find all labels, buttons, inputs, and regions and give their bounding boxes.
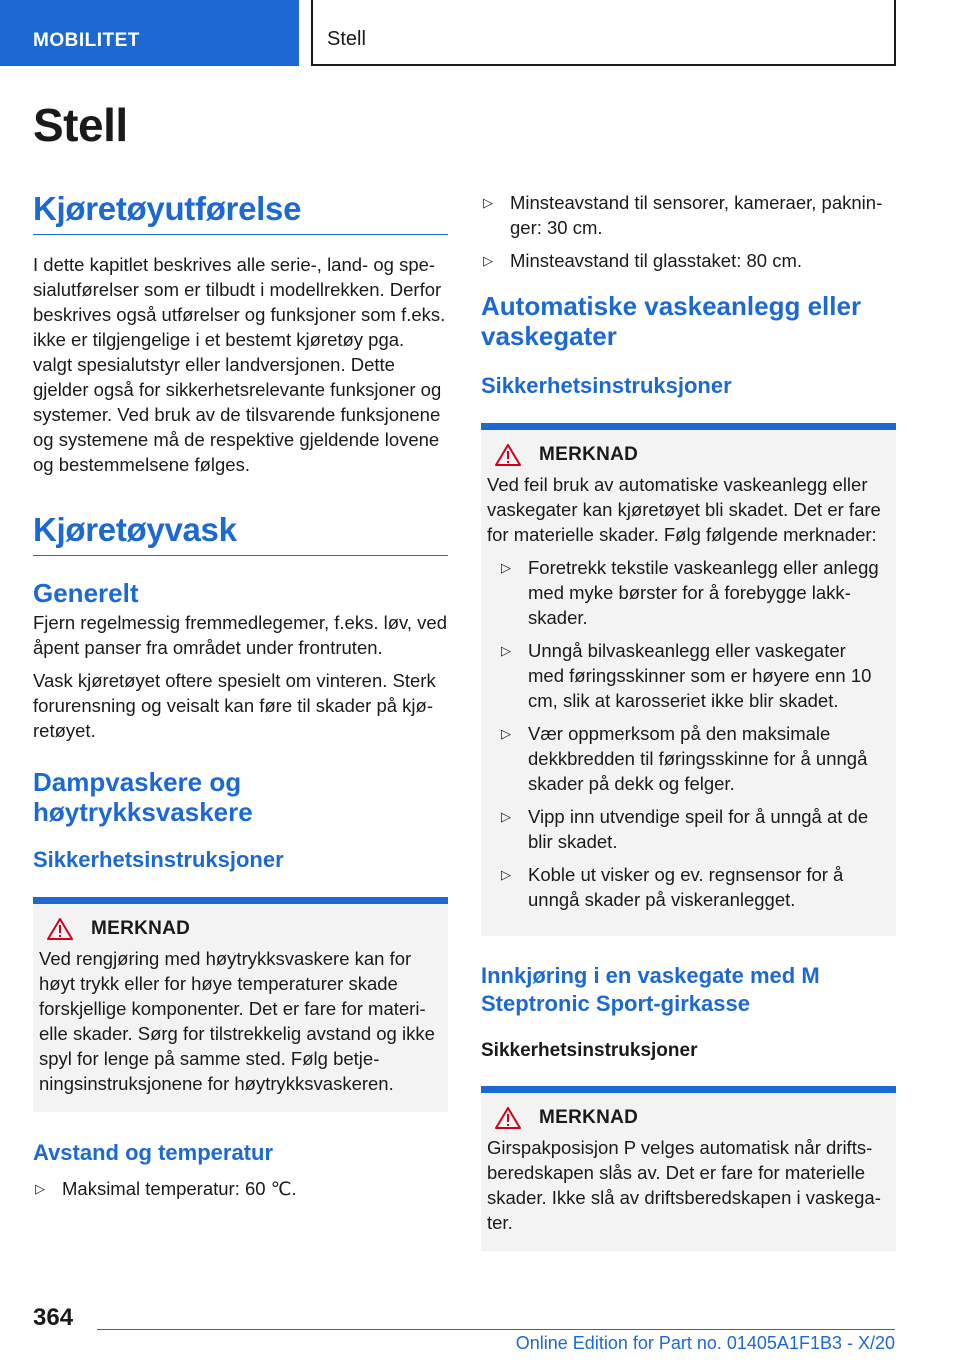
triangle-bullet-icon: ▷ bbox=[501, 643, 511, 658]
chapter-label: Stell bbox=[311, 0, 896, 66]
notice-box bbox=[33, 897, 448, 1112]
heading-vehicle-wash: Kjøretøyvask bbox=[33, 511, 448, 556]
bullet-list-temperature bbox=[33, 1176, 448, 1201]
triangle-bullet-icon: ▷ bbox=[35, 1181, 45, 1196]
notice-text: Ved rengjøring med høytrykksvaskere kan for høyt trykk eller for høye temperaturer skade forskjellige komponenter. Det er fare for materielle skader. Sørg for tilstrekkelig avstand og ikke spyl for lenge på samme sted. Følg betjeningsinstruksjonene for høytrykksvaskeren. bbox=[39, 948, 435, 1094]
section-tab: MOBILITET bbox=[0, 0, 299, 66]
triangle-bullet-icon: ▷ bbox=[501, 560, 511, 575]
heading-vehicle-design: Kjøretøyutførelse bbox=[33, 190, 448, 235]
notice-header bbox=[487, 444, 886, 466]
notice-header bbox=[39, 918, 438, 940]
notice-text: Girspakposisjon P velges automatisk når driftsberedskapen slås av. Det er fare for materielle skader. Ikke slå av driftsberedskapen i vaskegater. bbox=[487, 1137, 881, 1233]
triangle-bullet-icon: ▷ bbox=[501, 809, 511, 824]
warning-triangle-icon bbox=[495, 444, 521, 466]
heading-safety-instructions: Sikkerhetsinstruksjoner bbox=[481, 373, 732, 398]
list-item: ▷ Unngå bilvaskeanlegg eller vaskegater med føringsskinner som er høyere enn 10 cm, slik at karosseriet ikke blir skadet. bbox=[501, 640, 872, 711]
paragraph-general-1: Fjern regelmessig fremmedlegemer, f.eks. løv, ved åpent panser fra området under frontruten. bbox=[33, 612, 447, 658]
bullet-list-distances bbox=[481, 190, 896, 273]
warning-triangle-icon bbox=[495, 1107, 521, 1129]
heading-wash-entry-steptronic: Innkjøring i en vaskegate med M Steptronic Sport-girkasse bbox=[481, 963, 820, 1016]
heading-safety-instructions-2: Sikkerhetsinstruksjoner bbox=[481, 1040, 698, 1061]
left-column bbox=[33, 190, 448, 1209]
paragraph-vehicle-design: I dette kapitlet beskrives alle serie-, land- og spesialutførelser som er tilbudt i modellrekken. Derfor beskrives også utførelser og funksjoner som f.eks. ikke er tilgjengelige i et bestemt kjøretøy pga. valgt spesialutstyr eller landversjonen. Dette gjelder også for sikkerhetsrelevante funksjoner og systemer. Ved bruk av de tilsvarende funksjonene og systemene må de respektive gjeldende lovene og bestemmelsene følges. bbox=[33, 254, 446, 475]
notice-box bbox=[481, 1086, 896, 1251]
heading-steam-cleaners: Dampvaskere og høytrykksvaskere bbox=[33, 767, 253, 827]
notice-text: Ved feil bruk av automatiske vaskeanlegg eller vaskegater kan kjøretøyet bli skadet. Det er fare for materielle skader. Følg følgende merknader: bbox=[487, 474, 881, 545]
triangle-bullet-icon: ▷ bbox=[483, 195, 493, 210]
list-item: ▷ Minsteavstand til glasstaket: 80 cm. bbox=[483, 250, 803, 271]
warning-triangle-icon bbox=[47, 918, 73, 940]
notice-header bbox=[487, 1107, 886, 1129]
triangle-bullet-icon: ▷ bbox=[501, 867, 511, 882]
paragraph-general-2: Vask kjøretøyet oftere spesielt om vinteren. Sterk forurensning og veisalt kan føre til skader på kjøretøyet. bbox=[33, 670, 436, 741]
page-number: 364 bbox=[33, 1304, 74, 1331]
page-title: Stell bbox=[33, 99, 128, 151]
heading-distance-temperature: Avstand og temperatur bbox=[33, 1140, 274, 1165]
heading-automatic-car-wash: Automatiske vaskeanlegg eller vaskegater bbox=[481, 291, 862, 351]
notice-title: MERKNAD bbox=[539, 444, 639, 465]
list-item: ▷ Maksimal temperatur: 60 ℃. bbox=[35, 1178, 297, 1199]
list-item: ▷ Minsteavstand til sensorer, kameraer, pakninger: 30 cm. bbox=[483, 192, 883, 238]
list-item: ▷ Koble ut visker og ev. regnsensor for å unngå skader på viskeranlegget. bbox=[501, 864, 844, 910]
notice-box bbox=[481, 423, 896, 936]
list-item: ▷ Vær oppmerksom på den maksimale dekkbredden til føringsskinne for å unngå skader på dekk og felger. bbox=[501, 723, 868, 794]
page-header bbox=[0, 0, 960, 66]
triangle-bullet-icon: ▷ bbox=[501, 726, 511, 741]
triangle-bullet-icon: ▷ bbox=[483, 253, 493, 268]
right-column bbox=[481, 190, 896, 1251]
notice-title: MERKNAD bbox=[539, 1107, 639, 1128]
heading-general: Generelt bbox=[33, 578, 139, 608]
page-footer bbox=[0, 1290, 960, 1362]
list-item: ▷ Foretrekk tekstile vaskeanlegg eller anlegg med myke børster for å forebygge lakkskader. bbox=[501, 557, 879, 628]
edition-link[interactable]: Online Edition for Part no. 01405A1F1B3 - X/20 bbox=[515, 1333, 895, 1353]
footer-divider bbox=[97, 1329, 895, 1330]
notice-title: MERKNAD bbox=[91, 918, 191, 939]
list-item: ▷ Vipp inn utvendige speil for å unngå at de blir skadet. bbox=[501, 806, 869, 852]
heading-safety-instructions: Sikkerhetsinstruksjoner bbox=[33, 847, 284, 872]
notice-bullet-list bbox=[487, 555, 886, 912]
